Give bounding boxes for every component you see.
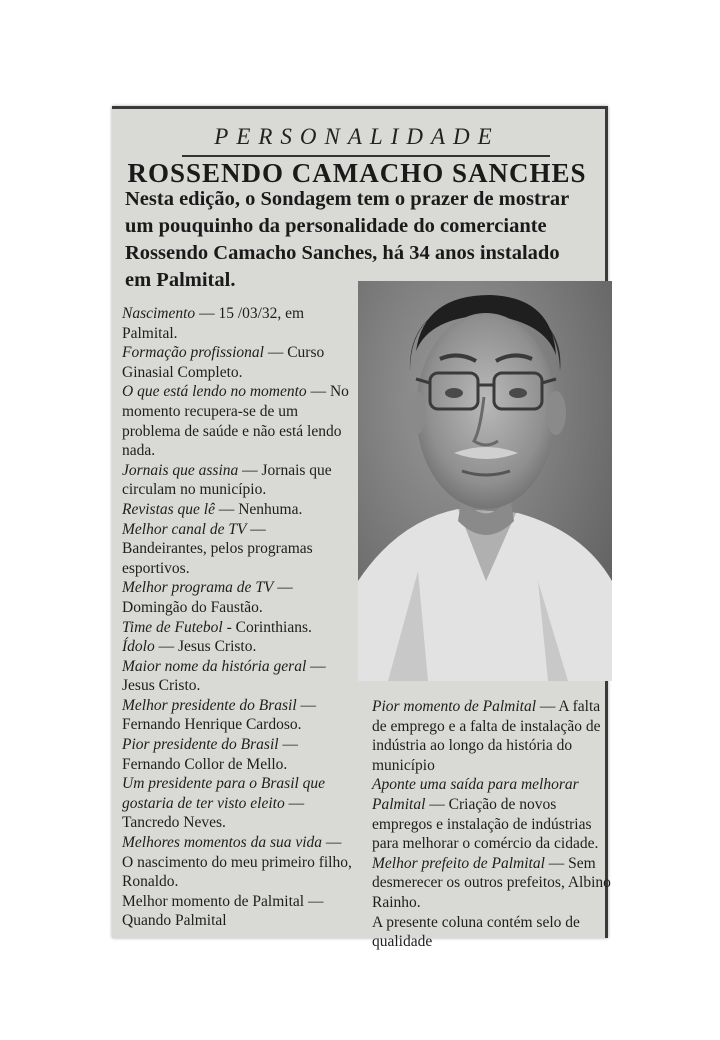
item-answer: — Jesus Cristo. — [154, 638, 257, 656]
article-intro — [125, 186, 595, 294]
intro-line: Nesta edição, o Sondagem tem o prazer de mostrar — [125, 188, 570, 210]
section-kicker: PERSONALIDADE — [214, 124, 500, 149]
item-question: Jornais que assina — [122, 461, 239, 479]
interview-item — [122, 637, 352, 657]
item-question: Formação profissional — [122, 344, 264, 362]
interview-item — [122, 520, 352, 579]
item-answer: — 15 /03/32, em Palmital. — [122, 305, 305, 342]
item-question: Melhor programa de TV — [122, 579, 274, 597]
item-answer: — A falta de emprego e a falta de instalação de indústria ao longo da história do município — [372, 698, 601, 774]
item-question: Melhor prefeito de Palmital — [372, 854, 545, 872]
article — [122, 114, 611, 951]
interview-item — [122, 735, 352, 774]
portrait-illustration — [358, 281, 612, 681]
interview-item — [122, 892, 352, 931]
item-question: Pior momento de Palmital — [372, 698, 537, 715]
item-question: Aponte uma saída para melhorar Palmital — [372, 776, 579, 813]
interview-item — [122, 657, 352, 696]
interview-item — [122, 461, 352, 500]
item-answer: — Criação de novos empregos e instalação de indústrias para melhorar o comércio da cidade. — [372, 795, 599, 853]
intro-line: em Palmital. — [125, 269, 236, 291]
interview-item — [122, 696, 352, 735]
item-question: Melhores momentos da sua vida — [122, 834, 323, 852]
item-question: Melhor presidente do Brasil — [122, 696, 297, 714]
item-question: Pior presidente do Brasil — [122, 736, 279, 754]
intro-line: Rossendo Camacho Sanches, há 34 anos instalado — [125, 242, 560, 264]
item-answer: — Curso Ginasial Completo. — [122, 344, 325, 381]
interview-item — [122, 382, 352, 460]
interview-item — [372, 854, 612, 913]
item-question: Ídolo — [122, 638, 155, 656]
interview-item — [122, 578, 352, 617]
item-answer: — Jesus Cristo. — [122, 657, 326, 695]
item-question: Um presidente para o Brasil que gostaria de ter visto eleito — [122, 775, 326, 812]
item-answer: — Nenhuma. — [214, 500, 303, 518]
item-answer: — Domingão do Faustão. — [122, 579, 293, 616]
item-answer: — Bandeirantes, pelos programas esportivos. — [122, 520, 313, 577]
interview-item — [122, 343, 352, 382]
interview-item — [372, 697, 612, 775]
interview-item — [122, 304, 352, 343]
item-answer: — Jornais que circulam no município. — [122, 461, 332, 499]
item-answer: — Sem desmerecer os outros prefeitos, Albino Rainho. — [372, 854, 611, 911]
item-question: Nascimento — [122, 305, 196, 322]
interview-item — [122, 618, 352, 638]
item-question: Time de Futebol — [122, 618, 223, 636]
interview-item — [122, 833, 352, 892]
article-title: ROSSENDO CAMACHO SANCHES — [127, 158, 587, 188]
interview-item — [372, 775, 612, 853]
right-column — [372, 697, 612, 952]
item-question: Revistas que lê — [122, 500, 215, 518]
item-answer: — Fernando Collor de Mello. — [122, 736, 298, 773]
interview-item — [372, 913, 612, 952]
item-answer: — O nascimento do meu primeiro filho, Ronaldo. — [122, 834, 352, 891]
item-answer: — Fernando Henrique Cardoso. — [122, 696, 317, 734]
item-question: Maior nome da história geral — [122, 657, 307, 675]
interview-item — [122, 500, 352, 520]
intro-line: um pouquinho da personalidade do comerciante — [125, 215, 547, 237]
kicker-underline — [182, 155, 550, 157]
item-answer: — No momento recupera-se de um problema de saúde e não está lendo nada. — [122, 383, 349, 460]
item-question: O que está lendo no momento — [122, 383, 307, 401]
item-answer: A presente coluna contém selo de qualidade — [372, 913, 580, 951]
interview-item — [122, 774, 352, 833]
item-question: Melhor canal de TV — [122, 520, 247, 538]
left-column — [122, 304, 352, 931]
item-answer: - Corinthians. — [222, 618, 312, 636]
portrait-photo — [358, 281, 612, 681]
frame-border-top — [112, 106, 608, 109]
item-answer: Melhor momento de Palmital — Quando Palmital — [122, 892, 324, 930]
item-answer: — Tancredo Neves. — [122, 794, 305, 832]
newspaper-clipping — [112, 106, 611, 951]
